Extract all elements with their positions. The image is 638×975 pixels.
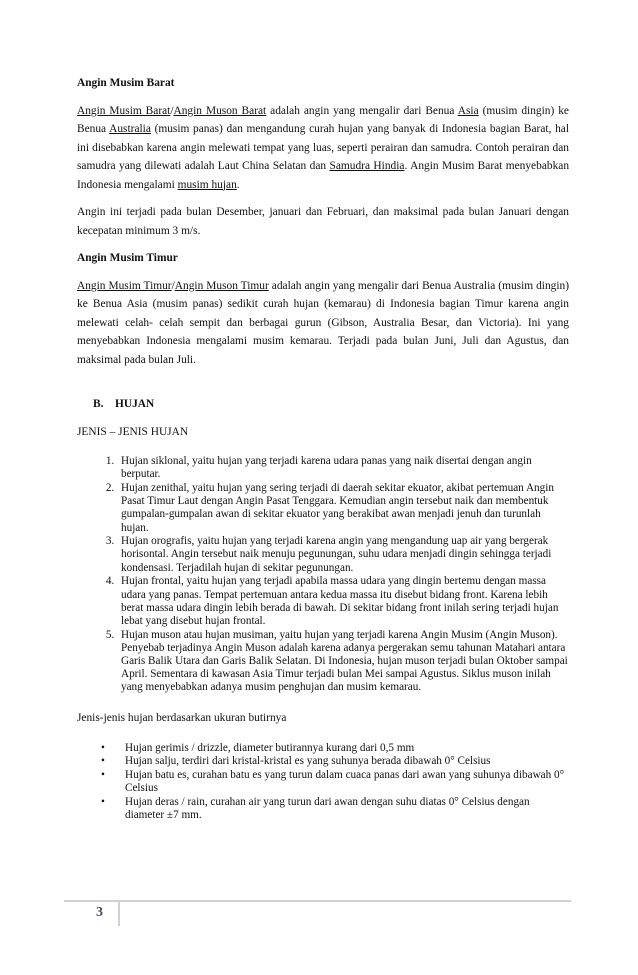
text-segment: (musim dingin) ke Benua <box>77 104 569 135</box>
bullet-icon: • <box>101 795 105 808</box>
link-musim-hujan[interactable]: musim hujan <box>177 178 237 191</box>
section-number: B. <box>93 398 104 410</box>
text-segment: . Angin Musim Barat menyebabkan Indonesia mengalami <box>77 160 570 191</box>
link-australia[interactable]: Australia <box>109 123 151 135</box>
text-segment: adalah angin yang mengalir dari Benua Australia (musim dingin) ke Benua Asia (musim panas) sedikit curah hujan (kemarau) di Indonesia bagian Timur karena angin melewati celah- celah sempit dan berbagai gurun (Gibson, Australia Besar, dan Victoria). Ini yang menyebabkan Indonesia mengalami musim kemarau. Terjadi pada bulan Juni, Juli dan Agustus, dan maksimal pada bulan Juli. <box>77 279 569 366</box>
list-item: 4. Hujan frontal, yaitu hujan yang terjadi apabila massa udara yang dingin bertemu dengan massa udara yang panas. Tempat pertemuan antara kedua massa itu disebut bidang front. Karena lebih berat massa udara dingin lebih berada di bawah. Di sekitar bidang front inilah sering terjadi hujan lebat yang disebut hujan frontal. <box>117 575 569 628</box>
slash-separator: / <box>171 279 175 292</box>
paragraph-angin-musim-timur <box>77 277 569 370</box>
text-segment: . <box>236 178 240 191</box>
list-item-text: Hujan gerimis / drizzle, diameter butirannya kurang dari 0,5 mm <box>125 741 415 754</box>
section-heading-hujan <box>93 395 569 414</box>
link-angin-musim-barat[interactable]: Angin Musim Barat <box>77 104 171 117</box>
paragraph-angin-barat-waktu: Angin ini terjadi pada bulan Desember, januari dan Februari, dan maksimal pada bulan Januari dengan kecepatan minimum 3 m/s. <box>77 206 569 237</box>
heading-angin-musim-timur: Angin Musim Timur <box>77 252 178 264</box>
ukuran-butir-heading: Jenis-jenis hujan berdasarkan ukuran butirnya <box>77 712 287 725</box>
heading-angin-musim-barat: Angin Musim Barat <box>77 77 175 89</box>
list-item: 2. Hujan zenithal, yaitu hujan yang sering terjadi di daerah sekitar ekuator, akibat pertemuan Angin Pasat Timur Laut dengan Angin Pasat Tenggara. Kemudian angin tersebut naik dan membentuk gumpalan-gumpalan awan di sekitar ekuator yang berakibat awan menjadi jenuh dan turunlah hujan. <box>117 482 569 535</box>
bullet-icon: • <box>101 741 105 754</box>
jenis-hujan-heading: JENIS – JENIS HUJAN <box>77 425 189 438</box>
link-asia[interactable]: Asia <box>457 104 479 117</box>
list-item <box>101 769 569 795</box>
text-segment: adalah angin yang mengalir dari Benua <box>266 104 458 117</box>
list-item: 1. Hujan siklonal, yaitu hujan yang terjadi karena udara panas yang naik disertai dengan angin berputar. <box>117 455 569 481</box>
link-angin-muson-barat[interactable]: Angin Muson Barat <box>173 104 267 117</box>
list-item: 3. Hujan orografis, yaitu hujan yang terjadi karena angin yang mengandung uap air yang bergerak horisontal. Angin tersebut naik menuju pegunungan, suhu udara menjadi dingin sehingga terjadi kondensasi. Terjadilah hujan di sekitar pegunungan. <box>117 535 569 575</box>
list-item-text: Hujan batu es, curahan batu es yang turun dalam cuaca panas dari awan yang suhunya dibawah 0° Celsius <box>125 769 565 795</box>
bullet-icon: • <box>101 769 105 782</box>
text-segment: (musim panas) dan mengandung curah hujan yang banyak di Indonesia bagian Barat, hal ini disebabkan karena angin melewati tempat yang luas, seperti perairan dan samudra. Contoh perairan dan samudra yang dilewati adalah Laut China Selatan dan <box>77 123 569 172</box>
section-title: HUJAN <box>115 398 155 410</box>
ukuran-butir-list <box>77 742 569 823</box>
list-item <box>101 741 569 755</box>
list-item-text: Hujan deras / rain, curahan air yang turun dari awan dengan suhu diatas 0° Celsius dengan diameter ±7 mm. <box>125 795 530 822</box>
paragraph-angin-musim-barat <box>77 102 569 195</box>
page-number: 3 <box>96 905 103 920</box>
footer-divider <box>64 900 571 902</box>
link-angin-musim-timur[interactable]: Angin Musim Timur <box>77 279 172 292</box>
list-item-text: Hujan salju, terdiri dari kristal-kristal es yang suhunya berada dibawah 0° Celsius <box>125 755 491 768</box>
bullet-icon: • <box>101 755 105 768</box>
jenis-hujan-list <box>77 455 569 695</box>
link-samudra-hindia[interactable]: Samudra Hindia <box>329 160 405 172</box>
link-angin-muson-timur[interactable]: Angin Muson Timur <box>174 279 269 292</box>
list-item <box>101 795 569 822</box>
footer-vertical-rule <box>118 902 120 926</box>
slash-separator: / <box>170 104 174 117</box>
document-page <box>77 74 569 823</box>
list-item: 5. Hujan muson atau hujan musiman, yaitu hujan yang terjadi karena Angin Musim (Angin Muson). Penyebab terjadinya Angin Muson adalah karena adanya pergerakan semu tahunan Matahari antara Garis Balik Utara dan Garis Balik Selatan. Di Indonesia, hujan muson terjadi bulan Oktober sampai April. Sementara di kawasan Asia Timur terjadi bulan Mei sampai Agustus. Siklus muson inilah yang menyebabkan adanya musim penghujan dan musim kemarau. <box>117 629 569 695</box>
list-item <box>101 755 569 768</box>
